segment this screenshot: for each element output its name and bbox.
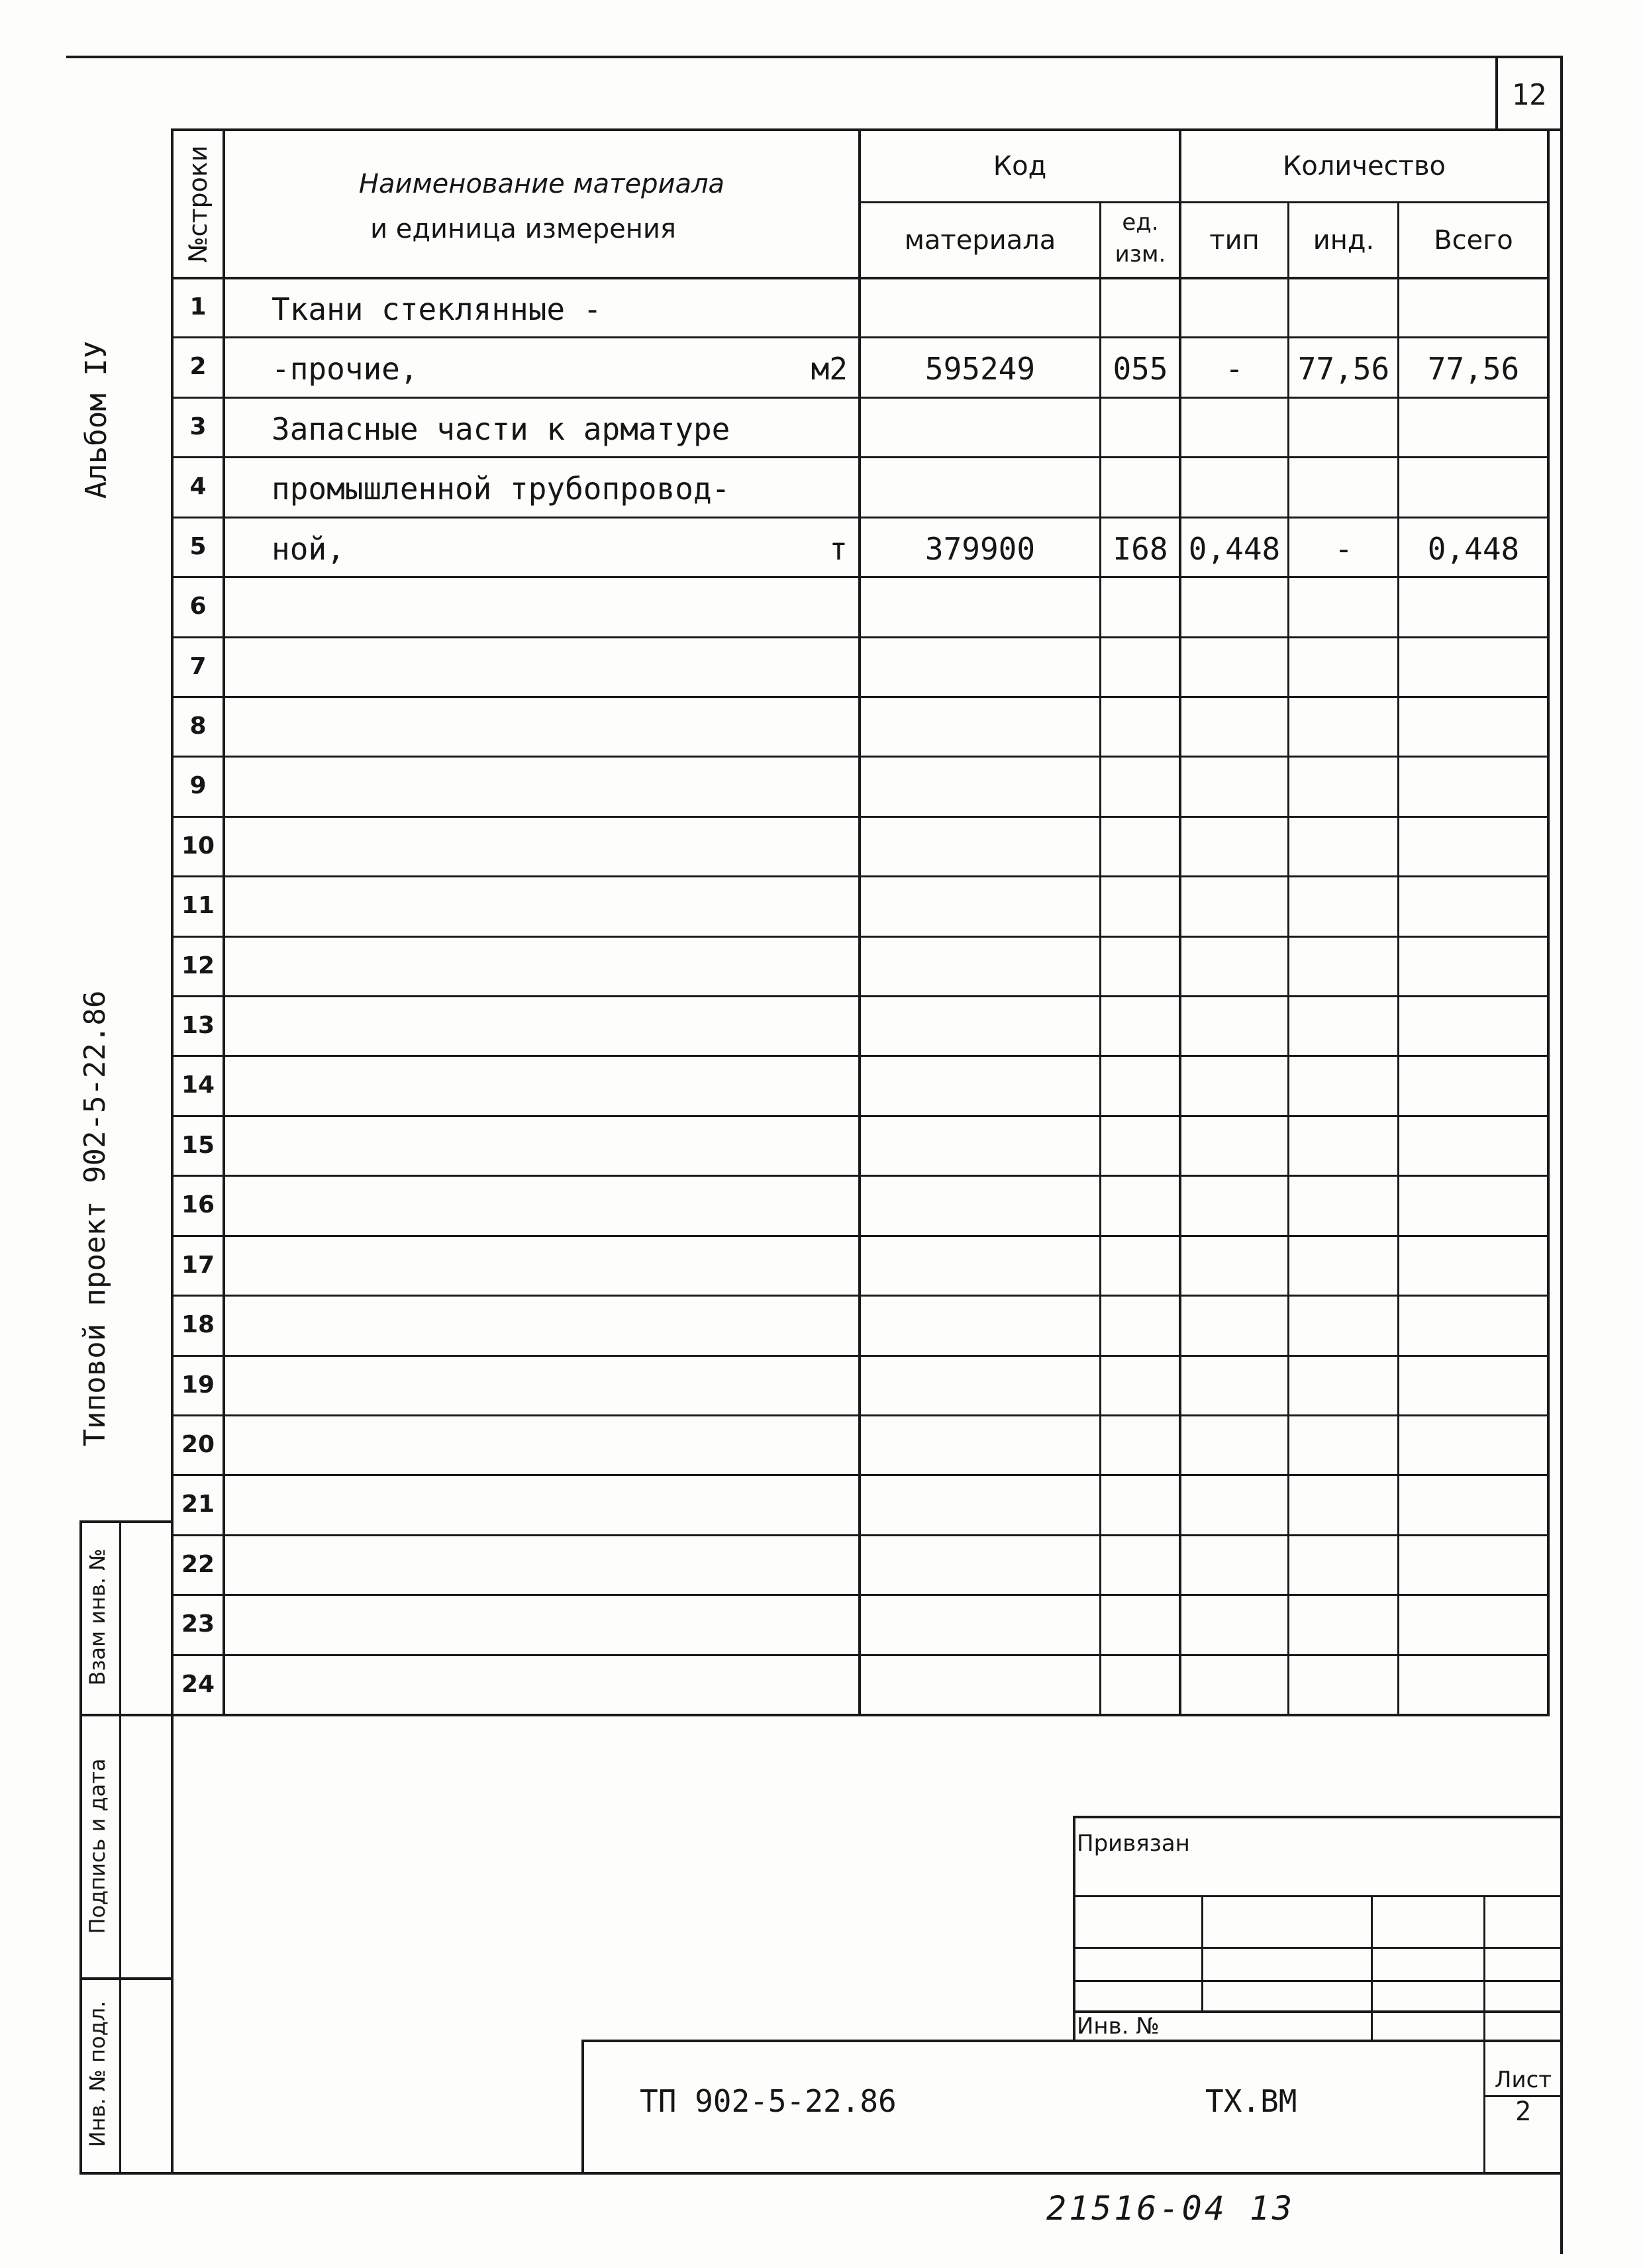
title-block-line-2 — [1073, 1947, 1563, 1949]
main-stamp-left-border — [581, 2040, 584, 2172]
title-block-line-1 — [1073, 1895, 1563, 1897]
row-separator — [174, 1115, 1550, 1117]
row-unit: м2 — [811, 351, 848, 387]
title-block-col-3 — [1483, 1895, 1485, 2172]
header-type: тип — [1209, 225, 1260, 256]
row-qty-total — [1400, 459, 1547, 518]
row-qty-total — [1400, 279, 1547, 339]
sheet-corner-number: 12 — [1511, 77, 1547, 112]
row-material-code — [861, 459, 1099, 518]
row-number: 1 — [189, 293, 207, 320]
row-separator — [174, 1175, 1550, 1177]
row-material-name: промышленной трубопровод- — [272, 471, 730, 507]
row-material-code: 379900 — [924, 531, 1036, 567]
header-name-line1: Наименование материала — [358, 169, 725, 199]
row-qty-total: 77,56 — [1427, 351, 1520, 387]
row-number: 13 — [181, 1011, 215, 1039]
row-separator — [174, 1055, 1550, 1057]
row-separator — [174, 1355, 1550, 1357]
col-divider-ind — [1397, 201, 1399, 1714]
title-block-line-3 — [1073, 1980, 1563, 1982]
top-border — [66, 56, 1563, 58]
row-separator — [174, 875, 1550, 877]
sheet-label: Лист — [1494, 2067, 1552, 2093]
row-qty-type: 0,448 — [1188, 531, 1281, 567]
row-number: 23 — [181, 1610, 215, 1638]
row-number: 7 — [189, 652, 207, 680]
header-row-no: №строки — [183, 145, 213, 263]
row-unit-code — [1102, 279, 1179, 339]
row-number: 10 — [181, 832, 215, 860]
side-stamp-vzam: Взам инв. № — [85, 1548, 110, 1686]
row-number: 6 — [189, 592, 207, 620]
header-quantity: Количество — [1282, 151, 1446, 181]
side-stamp-left-border — [79, 1520, 82, 2172]
row-number: 9 — [189, 771, 207, 799]
col-divider-type — [1287, 201, 1289, 1714]
row-number: 24 — [181, 1670, 215, 1698]
row-material-name: ной, — [272, 531, 345, 567]
row-qty-ind — [1290, 279, 1397, 339]
row-qty-total — [1400, 399, 1547, 459]
table-bottom-line — [174, 1714, 1550, 1716]
row-separator — [174, 1235, 1550, 1237]
row-separator — [174, 936, 1550, 938]
row-unit-code — [1102, 399, 1179, 459]
row-number: 14 — [181, 1071, 215, 1099]
row-separator — [174, 1594, 1550, 1596]
row-qty-ind — [1290, 399, 1397, 459]
row-separator — [174, 1295, 1550, 1297]
row-number: 8 — [189, 712, 207, 740]
row-separator — [174, 1414, 1550, 1416]
side-stamp-inner-divider — [119, 1520, 121, 2172]
sheet-value: 2 — [1515, 2096, 1532, 2127]
row-number: 5 — [189, 532, 207, 560]
title-block-top-line — [1073, 1816, 1563, 1818]
row-qty-type: - — [1225, 351, 1244, 387]
row-number: 15 — [181, 1131, 215, 1159]
row-material-name: Запасные части к арматуре — [272, 411, 730, 447]
header-material: материала — [904, 225, 1056, 256]
main-stamp-top-line — [581, 2040, 1563, 2042]
header-unit-line2: изм. — [1115, 241, 1166, 268]
header-unit-line1: ед. — [1122, 209, 1159, 236]
row-number: 11 — [181, 891, 215, 919]
row-number: 2 — [189, 352, 207, 380]
title-block-privyazan: Привязан — [1077, 1830, 1190, 1857]
row-unit — [768, 279, 848, 339]
margin-album-label: Альбом IУ — [79, 340, 113, 499]
side-stamp-inv-podl: Инв. № подл. — [85, 2000, 110, 2147]
row-material-code: 595249 — [924, 351, 1036, 387]
row-number: 16 — [181, 1191, 215, 1218]
row-number: 12 — [181, 952, 215, 979]
title-block-left-border — [1073, 1816, 1075, 2040]
row-number: 18 — [181, 1310, 215, 1338]
row-material-code — [861, 279, 1099, 339]
row-number: 17 — [181, 1251, 215, 1279]
row-number: 20 — [181, 1430, 215, 1458]
row-separator — [174, 756, 1550, 758]
row-separator — [174, 1654, 1550, 1656]
row-number: 21 — [181, 1490, 215, 1518]
header-code: Код — [993, 151, 1047, 181]
header-ind: инд. — [1313, 225, 1375, 256]
title-block-col-2 — [1371, 1895, 1373, 2040]
row-unit-code: I68 — [1113, 531, 1168, 567]
header-mid-line — [858, 201, 1550, 203]
row-material-code — [861, 399, 1099, 459]
row-qty-type — [1181, 459, 1287, 518]
side-stamp-signature: Подпись и дата — [85, 1758, 110, 1934]
row-number: 19 — [181, 1371, 215, 1399]
right-border — [1560, 56, 1563, 2254]
row-material-name: -прочие, — [272, 351, 419, 387]
title-block-inv-no: Инв. № — [1077, 2013, 1160, 2040]
main-stamp-mark: ТХ.ВМ — [1205, 2083, 1297, 2119]
row-separator — [174, 1534, 1550, 1536]
row-separator — [174, 636, 1550, 638]
header-total: Всего — [1434, 225, 1513, 256]
row-separator — [174, 816, 1550, 818]
row-unit — [768, 399, 848, 459]
row-qty-total: 0,448 — [1427, 531, 1520, 567]
row-qty-ind — [1290, 459, 1397, 518]
row-unit-code — [1102, 459, 1179, 518]
title-block-col-1 — [1201, 1895, 1203, 2010]
row-number: 3 — [189, 413, 207, 440]
row-qty-type — [1181, 399, 1287, 459]
footer-handwritten-number: 21516-04 13 — [1046, 2189, 1295, 2228]
main-stamp-doc-code: ТП 902-5-22.86 — [640, 2083, 897, 2119]
row-number: 4 — [189, 472, 207, 500]
row-separator — [174, 1474, 1550, 1476]
row-qty-type — [1181, 279, 1287, 339]
row-unit-code: 055 — [1113, 351, 1168, 387]
row-number: 22 — [181, 1550, 215, 1578]
margin-project-label: Типовой проект 902-5-22.86 — [78, 990, 112, 1447]
row-separator — [174, 696, 1550, 698]
header-name-line2: и единица измерения — [370, 214, 676, 244]
row-unit: т — [829, 531, 848, 567]
row-qty-ind: 77,56 — [1297, 351, 1390, 387]
row-unit — [768, 459, 848, 518]
col-divider-material — [1099, 201, 1101, 1714]
row-material-name: Ткани стеклянные - — [272, 291, 602, 327]
row-separator — [174, 995, 1550, 997]
row-qty-ind: - — [1334, 531, 1353, 567]
frame-bottom-border — [79, 2172, 1563, 2175]
